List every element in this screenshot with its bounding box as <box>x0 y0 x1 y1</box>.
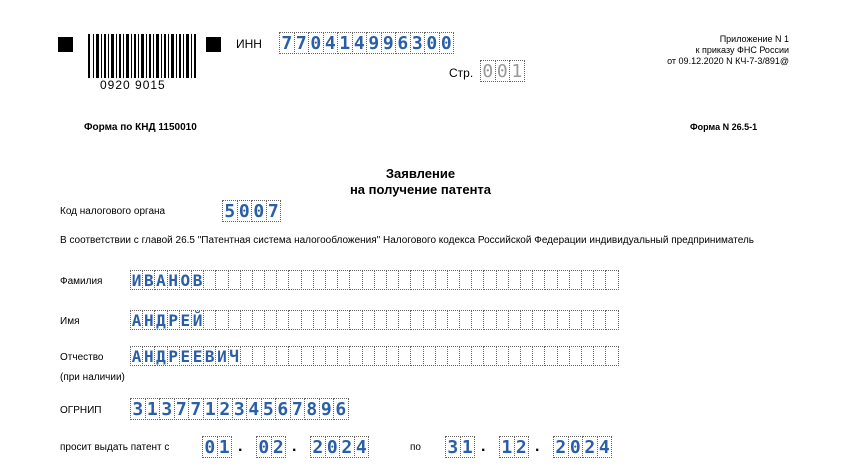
char-cell[interactable]: 2 <box>217 398 233 420</box>
char-cell[interactable]: 4 <box>354 436 370 458</box>
char-cell[interactable]: 7 <box>188 398 204 420</box>
patronymic-note: (при наличии) <box>60 372 125 383</box>
form-knd: Форма по КНД 1150010 <box>84 122 197 133</box>
inn-label: ИНН <box>236 37 262 51</box>
char-cell[interactable]: А <box>131 310 142 330</box>
page-field[interactable] <box>480 60 524 82</box>
char-cell[interactable]: 2 <box>310 436 326 458</box>
char-cell[interactable]: 6 <box>333 398 349 420</box>
appendix-line-3: от 09.12.2020 N КЧ-7-3/891@ <box>667 56 789 66</box>
char-cell[interactable]: 7 <box>294 32 310 54</box>
inn-field[interactable] <box>279 32 453 54</box>
name-field[interactable] <box>130 310 618 330</box>
char-cell[interactable]: А <box>156 270 166 290</box>
char-cell[interactable]: 6 <box>275 398 291 420</box>
char-cell[interactable]: 7 <box>279 32 295 54</box>
char-cell[interactable]: 6 <box>395 32 411 54</box>
char-cell[interactable]: 8 <box>304 398 320 420</box>
char-cell[interactable]: 1 <box>460 436 476 458</box>
char-cell[interactable]: Н <box>143 310 154 330</box>
ogrnip-label: ОГРНИП <box>60 405 102 416</box>
char-cell[interactable]: 1 <box>509 60 525 82</box>
char-cell[interactable]: 7 <box>174 398 190 420</box>
char-cell[interactable]: И <box>131 270 142 290</box>
char-cell[interactable]: Р <box>168 346 178 366</box>
period-label: просит выдать патент с <box>60 442 170 453</box>
char-cell[interactable]: В <box>192 270 203 290</box>
char-cell[interactable]: Ч <box>229 346 239 366</box>
date-from-day[interactable] <box>202 436 231 458</box>
char-cell[interactable]: В <box>204 346 215 366</box>
barcode-digits: 0920 9015 <box>96 78 170 92</box>
char-cell[interactable]: 3 <box>445 436 461 458</box>
char-cell[interactable]: 5 <box>222 200 238 222</box>
char-cell[interactable]: 0 <box>325 436 341 458</box>
char-cell[interactable]: 4 <box>352 32 368 54</box>
date-separator: . <box>481 438 486 455</box>
date-to-day[interactable] <box>445 436 474 458</box>
char-cell[interactable]: 4 <box>323 32 339 54</box>
char-cell[interactable]: 1 <box>145 398 161 420</box>
char-cell[interactable]: 0 <box>495 60 511 82</box>
char-cell[interactable]: 2 <box>582 436 598 458</box>
patronymic-field[interactable] <box>130 346 618 366</box>
char-cell[interactable]: 2 <box>339 436 355 458</box>
char-cell[interactable]: 3 <box>410 32 426 54</box>
char-cell[interactable]: В <box>143 270 154 290</box>
appendix-line-1: Приложение N 1 <box>719 34 789 44</box>
char-cell[interactable]: 2 <box>553 436 569 458</box>
title-line-2: на получение патента <box>349 182 492 197</box>
char-cell[interactable]: 5 <box>261 398 277 420</box>
char-cell[interactable]: И <box>217 346 227 366</box>
char-cell[interactable]: 7 <box>290 398 306 420</box>
char-cell[interactable]: 9 <box>381 32 397 54</box>
char-cell[interactable] <box>605 270 618 290</box>
char-cell[interactable]: 0 <box>568 436 584 458</box>
name-label: Имя <box>60 316 80 327</box>
tax-code-label: Код налогового органа <box>60 206 166 217</box>
period-to-label: по <box>410 442 421 453</box>
date-from-year[interactable] <box>310 436 368 458</box>
char-cell[interactable]: Й <box>192 310 203 330</box>
char-cell[interactable]: Н <box>168 270 178 290</box>
char-cell[interactable]: 1 <box>499 436 515 458</box>
char-cell[interactable]: 0 <box>439 32 455 54</box>
date-separator: . <box>292 438 297 455</box>
char-cell[interactable]: 1 <box>203 398 219 420</box>
char-cell[interactable]: 0 <box>308 32 324 54</box>
char-cell[interactable]: 1 <box>217 436 233 458</box>
appendix-note <box>667 34 789 67</box>
char-cell[interactable]: 0 <box>251 200 267 222</box>
char-cell[interactable]: Н <box>143 346 154 366</box>
char-cell[interactable]: 4 <box>246 398 262 420</box>
title-line-1: Заявление <box>385 166 456 181</box>
char-cell[interactable]: 9 <box>319 398 335 420</box>
char-cell[interactable]: Е <box>180 310 191 330</box>
char-cell[interactable]: 3 <box>232 398 248 420</box>
date-separator: . <box>238 438 243 455</box>
char-cell[interactable]: 1 <box>337 32 353 54</box>
char-cell[interactable]: Е <box>180 346 191 366</box>
date-to-year[interactable] <box>553 436 611 458</box>
char-cell[interactable]: Д <box>156 346 166 366</box>
marker-square-left <box>58 37 73 52</box>
surname-field[interactable] <box>130 270 618 290</box>
char-cell[interactable]: 4 <box>597 436 613 458</box>
marker-square-right <box>206 37 221 52</box>
char-cell[interactable]: 7 <box>266 200 282 222</box>
tax-code-field[interactable] <box>222 200 280 222</box>
char-cell[interactable] <box>605 346 618 366</box>
char-cell[interactable]: 0 <box>256 436 272 458</box>
char-cell[interactable]: 0 <box>424 32 440 54</box>
char-cell[interactable] <box>605 310 618 330</box>
char-cell[interactable]: 0 <box>480 60 496 82</box>
barcode <box>88 32 200 94</box>
char-cell[interactable]: 0 <box>202 436 218 458</box>
char-cell[interactable]: 9 <box>366 32 382 54</box>
date-separator: . <box>535 438 540 455</box>
document-title <box>0 166 841 198</box>
char-cell[interactable]: 3 <box>159 398 175 420</box>
char-cell[interactable]: О <box>180 270 191 290</box>
patronymic-label: Отчество <box>60 352 104 363</box>
char-cell[interactable]: Р <box>168 310 178 330</box>
date-from-month[interactable] <box>256 436 285 458</box>
char-cell[interactable]: А <box>131 346 142 366</box>
char-cell[interactable]: 0 <box>237 200 253 222</box>
char-cell[interactable]: 3 <box>130 398 146 420</box>
char-cell[interactable]: Д <box>156 310 166 330</box>
char-cell[interactable]: 2 <box>271 436 287 458</box>
char-cell[interactable]: 2 <box>514 436 530 458</box>
appendix-line-2: к приказу ФНС России <box>695 45 789 55</box>
page-label: Стр. <box>449 66 474 80</box>
char-cell[interactable]: Е <box>192 346 203 366</box>
date-to-month[interactable] <box>499 436 528 458</box>
form-number: Форма N 26.5-1 <box>690 122 758 132</box>
surname-label: Фамилия <box>60 276 103 287</box>
intro-text: В соответствии с главой 26.5 "Патентная система налогообложения" Налогового кодекса Российской Федерации индивидуальный предприниматель <box>60 235 754 246</box>
ogrnip-field[interactable] <box>130 398 348 420</box>
